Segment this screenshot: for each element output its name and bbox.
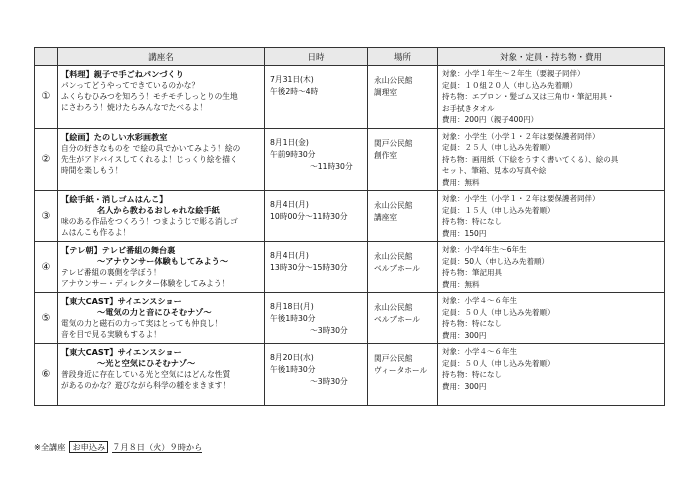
room-name: ヴィータホール [374,366,428,375]
lecture-description: 普段身近に存在している光と空気にはどんな性質 があるのかな？遊びながら科学の種をまきます！ [61,370,231,390]
event-time: 午後1時30分 [270,314,316,323]
row-number: ③ [35,191,58,242]
event-date: 8月1日(金) [270,137,309,147]
room-name: 調理室 [374,88,398,97]
datetime-cell [265,191,368,242]
footer-prefix: ※全講座 [34,442,66,452]
info-line: 定員：１０組２０人（申し込み先着順） [442,80,577,90]
datetime-cell [265,242,368,293]
venue-name: 永山公民館 [374,201,413,210]
table-row [35,293,665,344]
lecture-title: 【東大CAST】サイエンスショー [61,296,182,306]
info-line: 対象：小学生（小学１・２年は要保護者同伴） [442,131,600,141]
lecture-title: 【東大CAST】サイエンスショー [61,347,182,357]
info-line: 費用：300円 [442,330,487,340]
event-date: 8月4日(月) [270,251,309,260]
header-info: 対象・定員・持ち物・費用 [438,48,665,66]
info-line: 費用：無料 [442,279,480,289]
table-header-row [35,48,665,66]
table-row [35,66,665,129]
lecture-title: 【料理】親子で手ごねパンづくり [61,69,184,79]
place-cell [368,242,438,293]
event-time: 10時00分～11時30分 [270,212,348,221]
event-date: 7月31日(木) [270,75,314,84]
lecture-title: 【テレ朝】テレビ番組の舞台裏 [61,245,176,255]
place-cell [368,66,438,129]
row-number: ⑤ [35,293,58,344]
header-num [35,48,58,66]
lecture-cell [58,128,265,191]
info-line: 定員：５０人（申し込み先着順） [442,358,555,368]
info-line: 持ち物：特になし [442,370,502,379]
datetime-cell [265,128,368,191]
header-place: 場所 [368,48,438,66]
info-line: 持ち物：エプロン・髪ゴム又は三角巾・筆記用具・ [442,92,615,101]
info-line: 対象：小学１年生～２年生（要親子同伴） [442,69,585,78]
event-time: 午前9時30分 [270,149,316,159]
lecture-table [34,47,665,406]
event-time: 午後1時30分 [270,365,316,374]
lecture-title: 【絵手紙・消しゴムはんこ】 [61,194,168,204]
room-name: 講座室 [374,213,398,222]
event-time-end: ～11時30分 [310,161,353,171]
info-line: 持ち物：特になし [442,319,502,328]
table-row [35,128,665,191]
venue-name: 関戸公民館 [374,354,413,363]
lecture-cell [58,344,265,406]
info-line: 対象：小学４～６年生 [442,347,517,356]
event-date: 8月20日(水) [270,353,314,362]
lecture-description: 味のある作品をつくろう！つまようじで彫る消しゴ ムはんこも作るよ！ [61,217,238,237]
datetime-cell [265,344,368,406]
event-date: 8月18日(月) [270,302,314,311]
info-cell [438,66,665,129]
application-label-box: お申込み [69,441,108,453]
info-line: 費用：150円 [442,228,487,238]
info-line: セット、筆箱、見本の写真や絵 [442,166,547,175]
lecture-cell [58,191,265,242]
place-cell [368,191,438,242]
event-time: 13時30分～15時30分 [270,263,348,272]
info-cell [438,242,665,293]
lecture-description: 自分の好きなものを で絵の具でかいてみよう！絵の 先生がアドバイスしてくれるよ！じっくり絵を描く 時間を楽しもう！ [61,143,241,175]
application-date: ７月８日（火）９時から [112,442,203,452]
lecture-description: 電気の力と磁石の力って実はとっても仲良し！ 音を目で見る実験もするよ！ [61,319,223,339]
info-line: 対象：小学4年生～6年生 [442,245,527,254]
info-line: 定員：５０人（申し込み先着順） [442,307,555,317]
lecture-title: ～アナウンサー体験もしてみよう～ [97,256,229,266]
row-number: ⑥ [35,344,58,406]
info-line: 定員：50人（申し込み先着順） [442,256,550,266]
info-cell [438,128,665,191]
info-line: 費用：300円 [442,381,487,391]
room-name: ベルブホール [374,264,420,273]
info-cell [438,293,665,344]
datetime-cell [265,66,368,129]
place-cell [368,293,438,344]
info-line: 持ち物：特になし [442,217,502,226]
application-notice [34,442,202,453]
table-row [35,344,665,406]
lecture-cell [58,66,265,129]
info-line: 定員：２５人（申し込み先着順） [442,143,555,152]
info-cell [438,344,665,406]
header-lecture: 講座名 [58,48,265,66]
info-line: 持ち物：筆記用具 [442,268,502,277]
event-time-end: ～3時30分 [310,326,348,335]
venue-name: 永山公民館 [374,252,413,261]
lecture-title: 名人から教わるおしゃれな絵手紙 [97,205,220,215]
info-line: お手拭きタオル [442,103,495,113]
venue-name: 永山公民館 [374,303,413,312]
datetime-cell [265,293,368,344]
info-line: 対象：小学４～６年生 [442,296,517,305]
room-name: 創作室 [374,150,398,160]
row-number: ① [35,66,58,129]
row-number: ② [35,128,58,191]
info-line: 定員：１５人（申し込み先着順） [442,205,555,215]
event-date: 8月4日(月) [270,200,309,209]
place-cell [368,344,438,406]
lecture-title: 【絵画】たのしい水彩画教室 [61,131,168,142]
event-time: 午後2時～4時 [270,87,319,96]
lecture-title: ～光と空気にひそむナゾ～ [97,358,196,368]
lecture-cell [58,293,265,344]
lecture-title: ～電気の力と音にひそむナゾ～ [97,307,212,317]
place-cell [368,128,438,191]
info-line: 持ち物：画用紙（下絵をうすく書いてくる）、絵の具 [442,154,619,164]
table-row [35,191,665,242]
venue-name: 永山公民館 [374,76,413,85]
event-time-end: ～3時30分 [310,377,348,386]
room-name: ベルブホール [374,315,420,324]
header-datetime: 日時 [265,48,368,66]
lecture-cell [58,242,265,293]
info-line: 対象：小学生（小学１・２年は要保護者同伴） [442,194,600,203]
lecture-description: テレビ番組の裏側を学ぼう！ アナウンサー・ディレクター体験をしてみよう！ [61,268,230,288]
info-cell [438,191,665,242]
venue-name: 関戸公民館 [374,138,413,148]
row-number: ④ [35,242,58,293]
info-line: 費用：200円（親子400円） [442,115,539,124]
lecture-description: パンってどうやってできているのかな？ ふくらむひみつを知ろう！モチモチしっとりの生地 にさわろう！焼けたらみんなでたべるよ！ [61,81,238,112]
info-line: 費用：無料 [442,177,480,187]
table-row [35,242,665,293]
